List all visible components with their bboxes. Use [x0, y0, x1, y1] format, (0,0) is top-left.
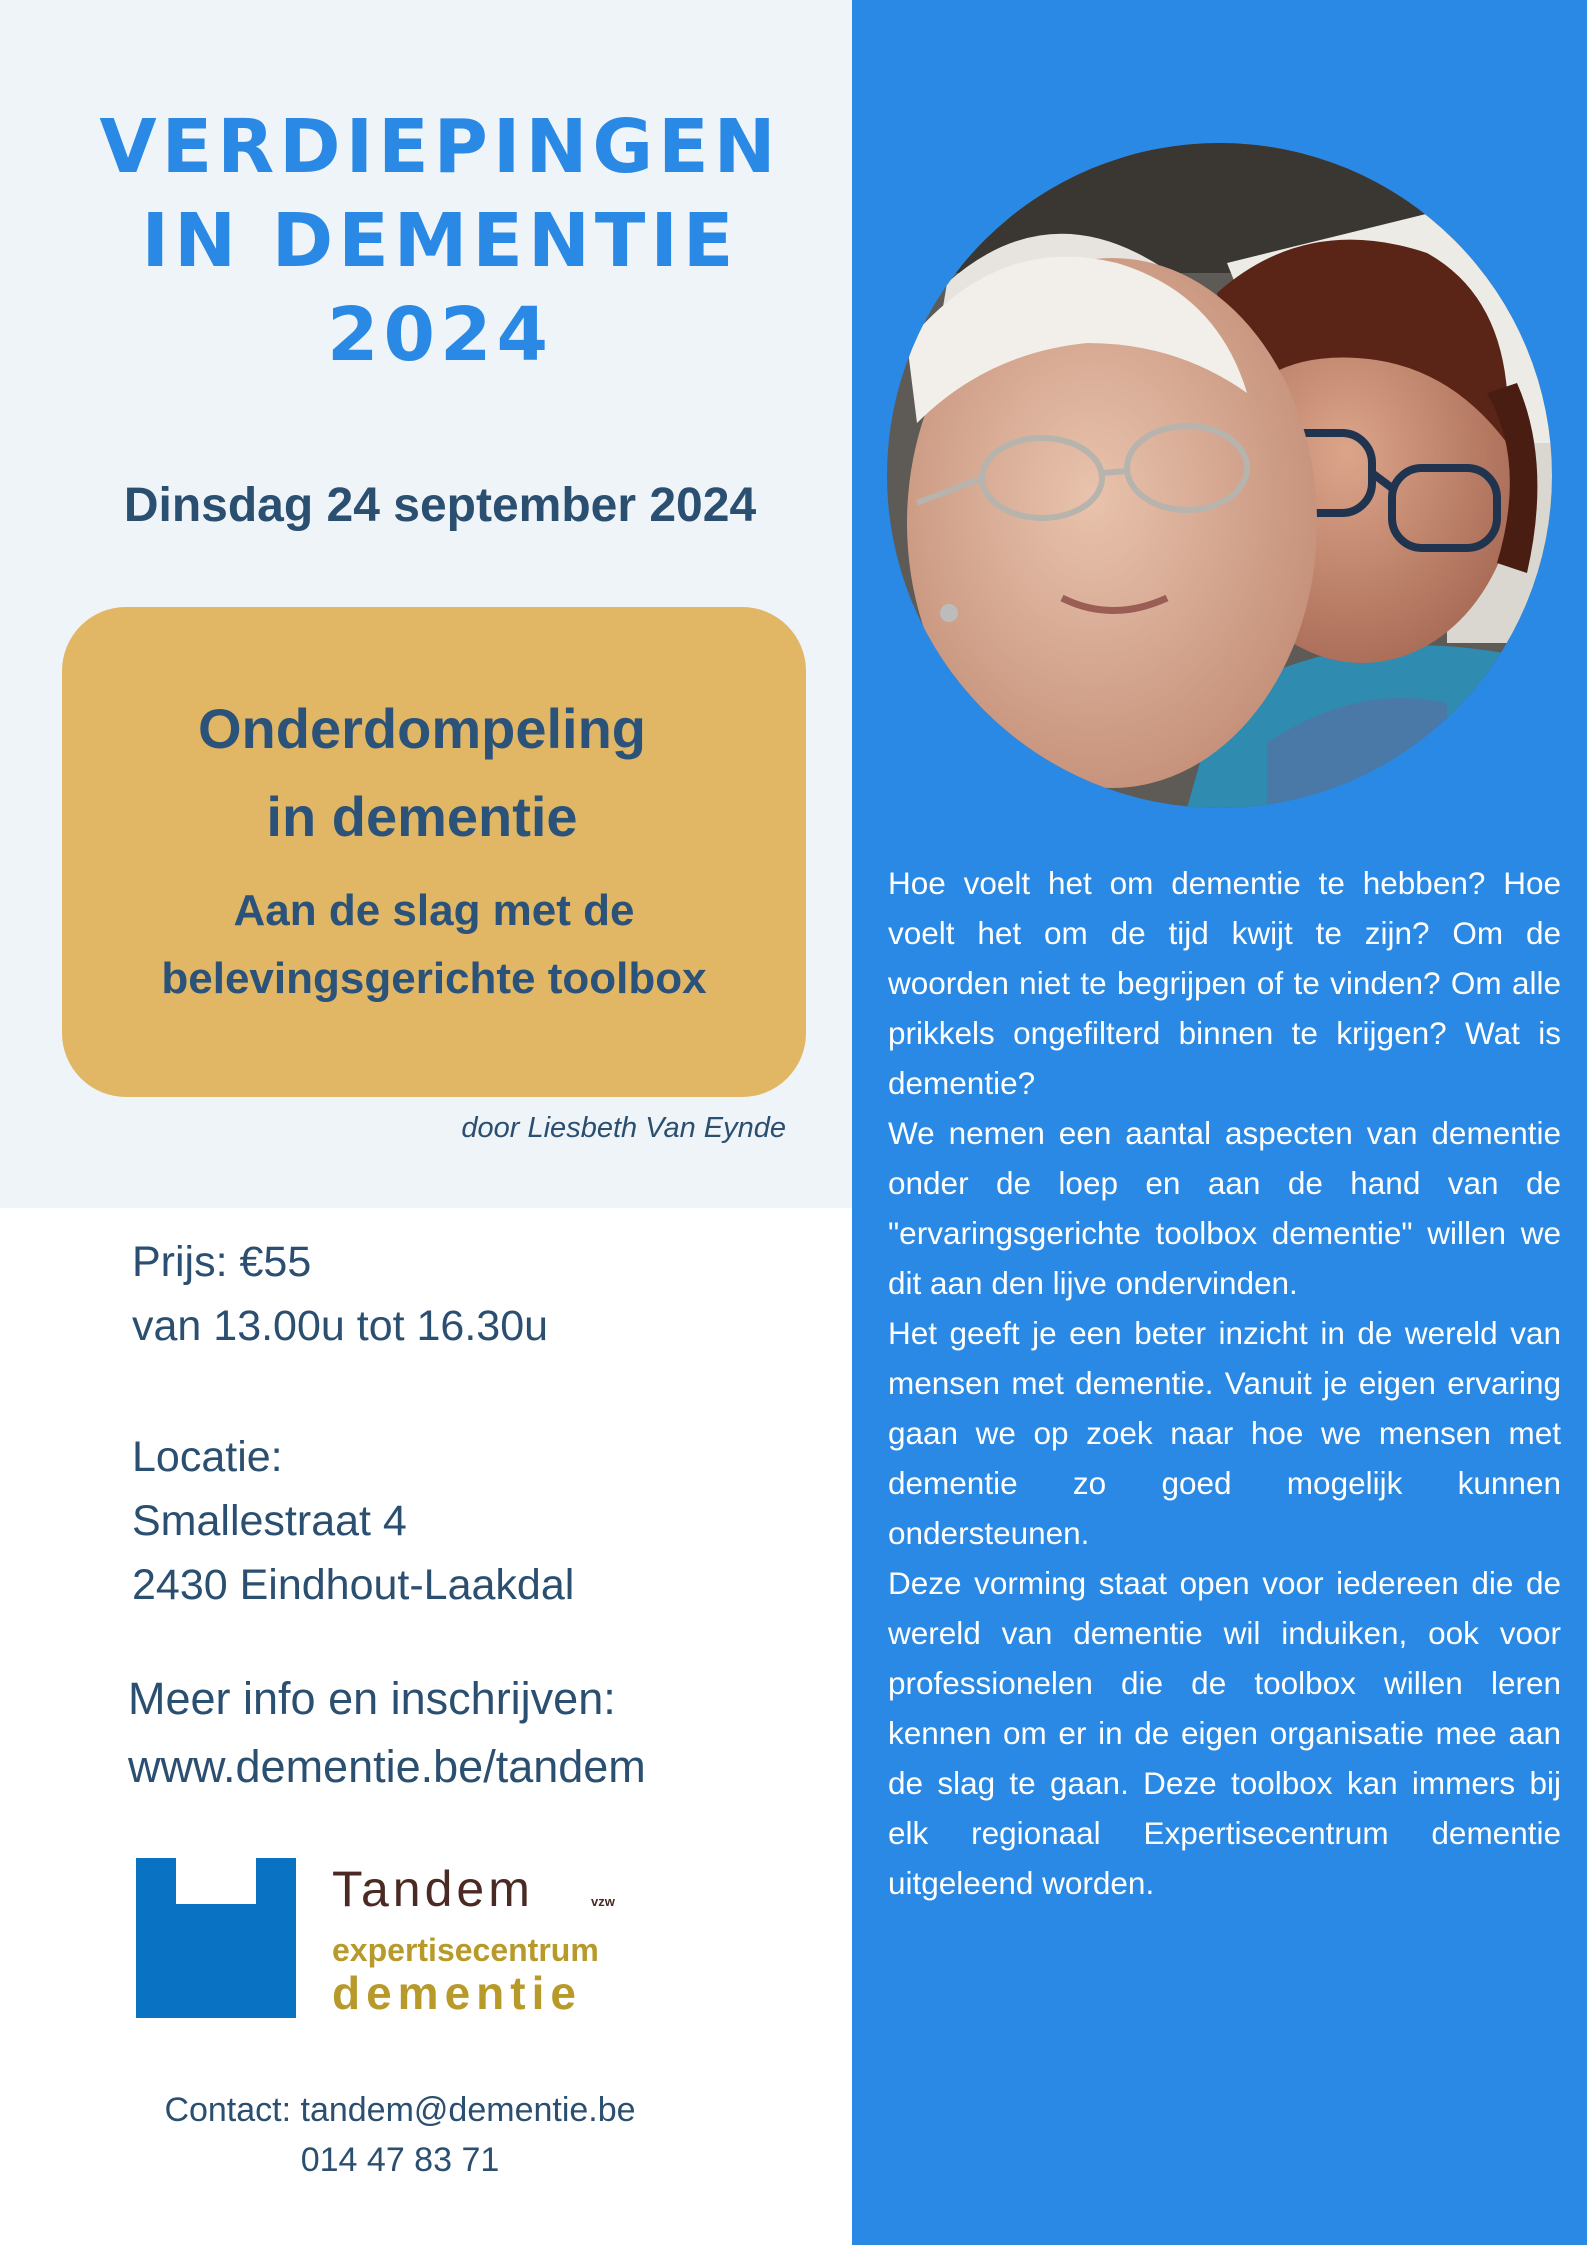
contact-email[interactable]: Contact: tandem@dementie.be: [164, 2091, 636, 2129]
main-title-line: 2024: [327, 292, 553, 378]
contact-block: [120, 2085, 680, 2185]
price-time-block: [132, 1230, 548, 1358]
tandem-logo: [136, 1858, 656, 2020]
logo-line-expertisecentrum: expertisecentrum: [332, 1932, 599, 1968]
more-info-label: Meer info en inschrijven:: [128, 1673, 616, 1724]
logo-line-dementie: dementie: [332, 1967, 582, 2019]
main-title: [40, 100, 840, 382]
event-date: Dinsdag 24 september 2024: [123, 479, 757, 532]
time: van 13.00u tot 16.30u: [132, 1302, 549, 1350]
location-label: Locatie:: [132, 1433, 283, 1481]
session-subtitle-line: Aan de slag met de: [233, 886, 635, 935]
contact-phone: 014 47 83 71: [300, 2141, 500, 2179]
logo-suffix: vzw: [591, 1894, 615, 1909]
description: [888, 858, 1561, 1908]
logo-name: Tandem: [332, 1861, 534, 1917]
description-paragraph: Hoe voelt het om dementie te hebben? Hoe voelt het om de tijd kwijt te zijn? Om de woorden niet te begrijpen of te vinden? Om alle prikkels ongefilterd binnen te krijgen? Wat is dementie?: [888, 865, 1561, 1101]
location-street: Smallestraat 4: [132, 1497, 407, 1545]
main-title-line: IN DEMENTIE: [141, 198, 739, 284]
location-city: 2430 Eindhout-Laakdal: [132, 1561, 575, 1609]
session-box: [62, 607, 806, 1097]
price: Prijs: €55: [132, 1238, 312, 1286]
session-subtitle: [62, 877, 806, 1013]
description-paragraph: We nemen een aantal aspecten van dementie onder de loep en aan de hand van de "ervaringsgerichte toolbox dementie" willen we dit aan den lijve ondervinden.: [888, 1115, 1561, 1301]
tandem-logo-mark-icon: [136, 1858, 296, 2018]
location-block: [132, 1425, 574, 1617]
session-title-line: in dementie: [266, 785, 578, 848]
session-title-line: Onderdompeling: [198, 697, 646, 760]
description-paragraph: Het geeft je een beter inzicht in de wereld van mensen met dementie. Vanuit je eigen ervaring gaan we op zoek naar hoe we mensen met dementie zo goed mogelijk kunnen ondersteunen.: [888, 1315, 1561, 1551]
session-subtitle-line: belevingsgerichte toolbox: [161, 954, 707, 1003]
main-title-line: VERDIEPINGEN: [99, 104, 781, 190]
more-info-block: [128, 1665, 646, 1801]
more-info-link[interactable]: www.dementie.be/tandem: [128, 1741, 646, 1792]
elderly-woman-embrace-photo-icon: [887, 143, 1552, 808]
session-title: [62, 685, 782, 861]
description-paragraph: Deze vorming staat open voor iedereen die de wereld van dementie wil induiken, ook voor professionelen die de toolbox willen leren kennen om er in de eigen organisatie mee aan de slag te gaan. Deze toolbox kan immers bij elk regionaal Expertisecentrum dementie uitgeleend worden.: [888, 1565, 1561, 1901]
speaker-credit: door Liesbeth Van Eynde: [461, 1112, 786, 1144]
